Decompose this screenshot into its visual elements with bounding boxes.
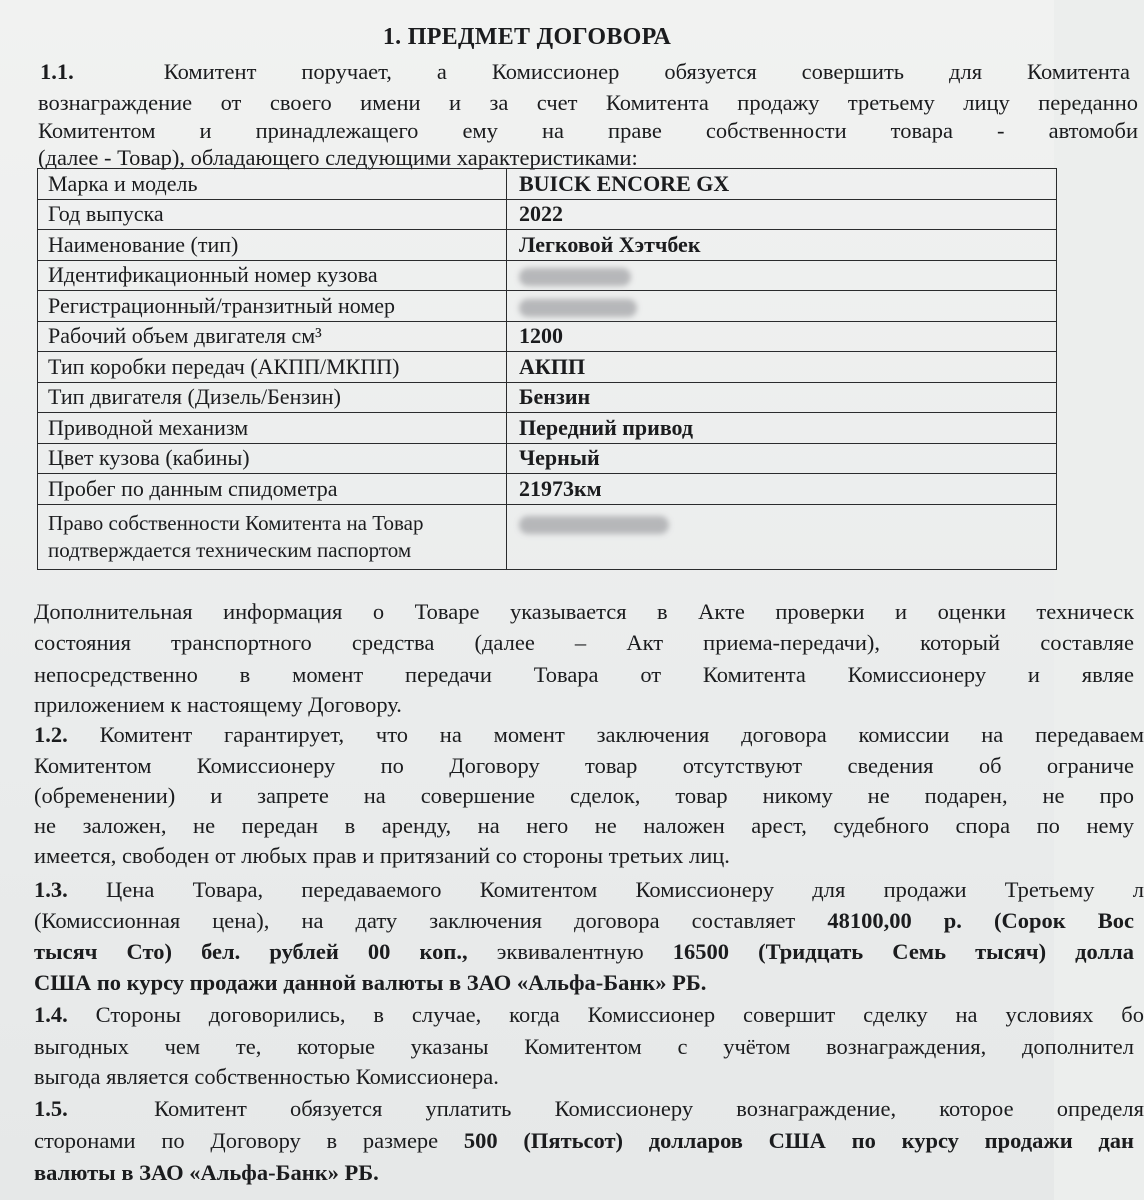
clause-number: 1.1. <box>40 59 74 84</box>
extra-info-line-1: Дополнительная информация о Товаре указывается в Акте проверки и оценки техническ <box>34 599 1134 624</box>
table-row <box>38 382 1057 413</box>
paragraph-1-3-line-3 <box>34 937 1134 967</box>
text: (Комиссионная цена), на дату заключения договора составляет <box>34 908 796 933</box>
row-label: Год выпуска <box>38 199 507 230</box>
clause-number: 1.5. <box>34 1096 68 1121</box>
row-label: Тип коробки передач (АКПП/МКПП) <box>38 352 507 383</box>
row-label: Идентификационный номер кузова <box>38 260 507 291</box>
row-label: Приводной механизм <box>38 413 507 444</box>
paragraph-1-2-line-2: Комитентом Комиссионеру по Договору товар отсутствуют сведения об ограниче <box>34 753 1134 778</box>
paragraph-1-1-line-3: Комитентом и принадлежащего ему на праве собственности товара - автомоби <box>38 118 1138 143</box>
table-row <box>38 230 1057 261</box>
row-value: АКПП <box>507 352 1057 383</box>
text: Цена Товара, передаваемого Комитентом Комиссионеру для продажи Третьему л <box>106 877 1144 902</box>
fee-bold: 500 (Пятьсот) долларов США по курсу продажи дан <box>463 1128 1134 1153</box>
price-bold: тысяч Сто) бел. рублей 00 коп., <box>34 939 468 964</box>
paragraph-1-4-line-2: выгодных чем те, которые указаны Комитентом с учётом вознаграждения, дополнител <box>34 1034 1134 1059</box>
table-row <box>38 413 1057 444</box>
table-row <box>38 504 1057 569</box>
redacted-value <box>519 299 637 317</box>
clause-number: 1.4. <box>34 1002 68 1027</box>
paragraph-1-1-line-4: (далее - Товар), обладающего следующими характеристиками: <box>38 145 638 170</box>
table-row <box>38 199 1057 230</box>
row-value: Передний привод <box>507 413 1057 444</box>
paragraph-1-3-line-4: США по курсу продажи данной валюты в ЗАО «Альфа-Банк» РБ. <box>34 970 707 995</box>
table-row <box>38 352 1057 383</box>
row-label: Цвет кузова (кабины) <box>38 443 507 474</box>
row-value: Бензин <box>507 382 1057 413</box>
paragraph-1-2-line-5: имеется, свободен от любых прав и притязаний со стороны третьих лиц. <box>34 843 730 868</box>
clause-number: 1.2. <box>34 722 68 747</box>
row-value-redacted <box>507 504 1057 569</box>
row-value-redacted <box>507 291 1057 322</box>
row-value: BUICK ENCORE GX <box>507 169 1057 200</box>
paragraph-1-5-line-2 <box>34 1126 1134 1156</box>
section-title: 1. ПРЕДМЕТ ДОГОВОРА <box>382 24 672 50</box>
paragraph-1-5-line-1 <box>34 1094 1144 1124</box>
row-label: Тип двигателя (Дизель/Бензин) <box>38 382 507 413</box>
row-value: 1200 <box>507 321 1057 352</box>
row-label: Рабочий объем двигателя см³ <box>38 321 507 352</box>
redacted-value <box>519 268 631 286</box>
row-label: Марка и модель <box>38 169 507 200</box>
paragraph-1-2-line-1 <box>34 720 1144 750</box>
paragraph-1-3-line-2 <box>34 906 1134 936</box>
paragraph-1-4-line-3: выгода является собственностью Комиссионера. <box>34 1064 499 1089</box>
paragraph-1-2-line-3: (обременении) и запрете на совершение сделок, товар никому не подарен, не про <box>34 783 1134 808</box>
text: Комитент гарантирует, что на момент заключения договора комиссии на передаваем <box>99 722 1144 747</box>
paragraph-1-1-line-1 <box>40 57 1130 87</box>
paragraph-1-3-line-1 <box>34 875 1144 905</box>
vehicle-characteristics-table <box>37 168 1057 570</box>
row-value-redacted <box>507 260 1057 291</box>
redacted-value <box>519 516 669 534</box>
text: эквивалентную <box>496 939 644 964</box>
row-label: Наименование (тип) <box>38 230 507 261</box>
table-row <box>38 443 1057 474</box>
table-row <box>38 169 1057 200</box>
usd-bold: 16500 (Тридцать Семь тысяч) долла <box>672 939 1135 964</box>
table-row <box>38 260 1057 291</box>
text: сторонами по Договору в размере <box>34 1128 439 1153</box>
clause-number: 1.3. <box>34 877 68 902</box>
table-row <box>38 291 1057 322</box>
price-bold: 48100,00 р. (Сорок Вос <box>827 908 1134 933</box>
row-value: 2022 <box>507 199 1057 230</box>
row-value: 21973км <box>507 474 1057 505</box>
paragraph-1-1-line-2: вознаграждение от своего имени и за счет Комитента продажу третьему лицу переданно <box>38 90 1138 115</box>
paragraph-1-2-line-4: не заложен, не передан в аренду, на него не наложен арест, судебного спора по нему <box>34 813 1134 838</box>
row-value: Легковой Хэтчбек <box>507 230 1057 261</box>
extra-info-line-2: состояния транспортного средства (далее – Акт приема-передачи), который составляе <box>34 630 1134 655</box>
table-row <box>38 474 1057 505</box>
row-label: Право собственности Комитента на Товар подтверждается техническим паспортом <box>38 504 507 569</box>
text: Стороны договорились, в случае, когда Комиссионер совершит сделку на условиях бо <box>95 1002 1144 1027</box>
paragraph-1-5-line-3: валюты в ЗАО «Альфа-Банк» РБ. <box>34 1160 379 1185</box>
text: Комитент поручает, а Комиссионер обязуется совершить для Комитента <box>163 59 1130 84</box>
row-label: Пробег по данным спидометра <box>38 474 507 505</box>
row-label: Регистрационный/транзитный номер <box>38 291 507 322</box>
extra-info-line-4: приложением к настоящему Договору. <box>34 692 402 717</box>
text: Комитент обязуется уплатить Комиссионеру вознаграждение, которое определя <box>154 1096 1144 1121</box>
row-value: Черный <box>507 443 1057 474</box>
paragraph-1-4-line-1 <box>34 1000 1144 1030</box>
table-row <box>38 321 1057 352</box>
extra-info-line-3: непосредственно в момент передачи Товара от Комитента Комиссионеру и являе <box>34 662 1134 687</box>
